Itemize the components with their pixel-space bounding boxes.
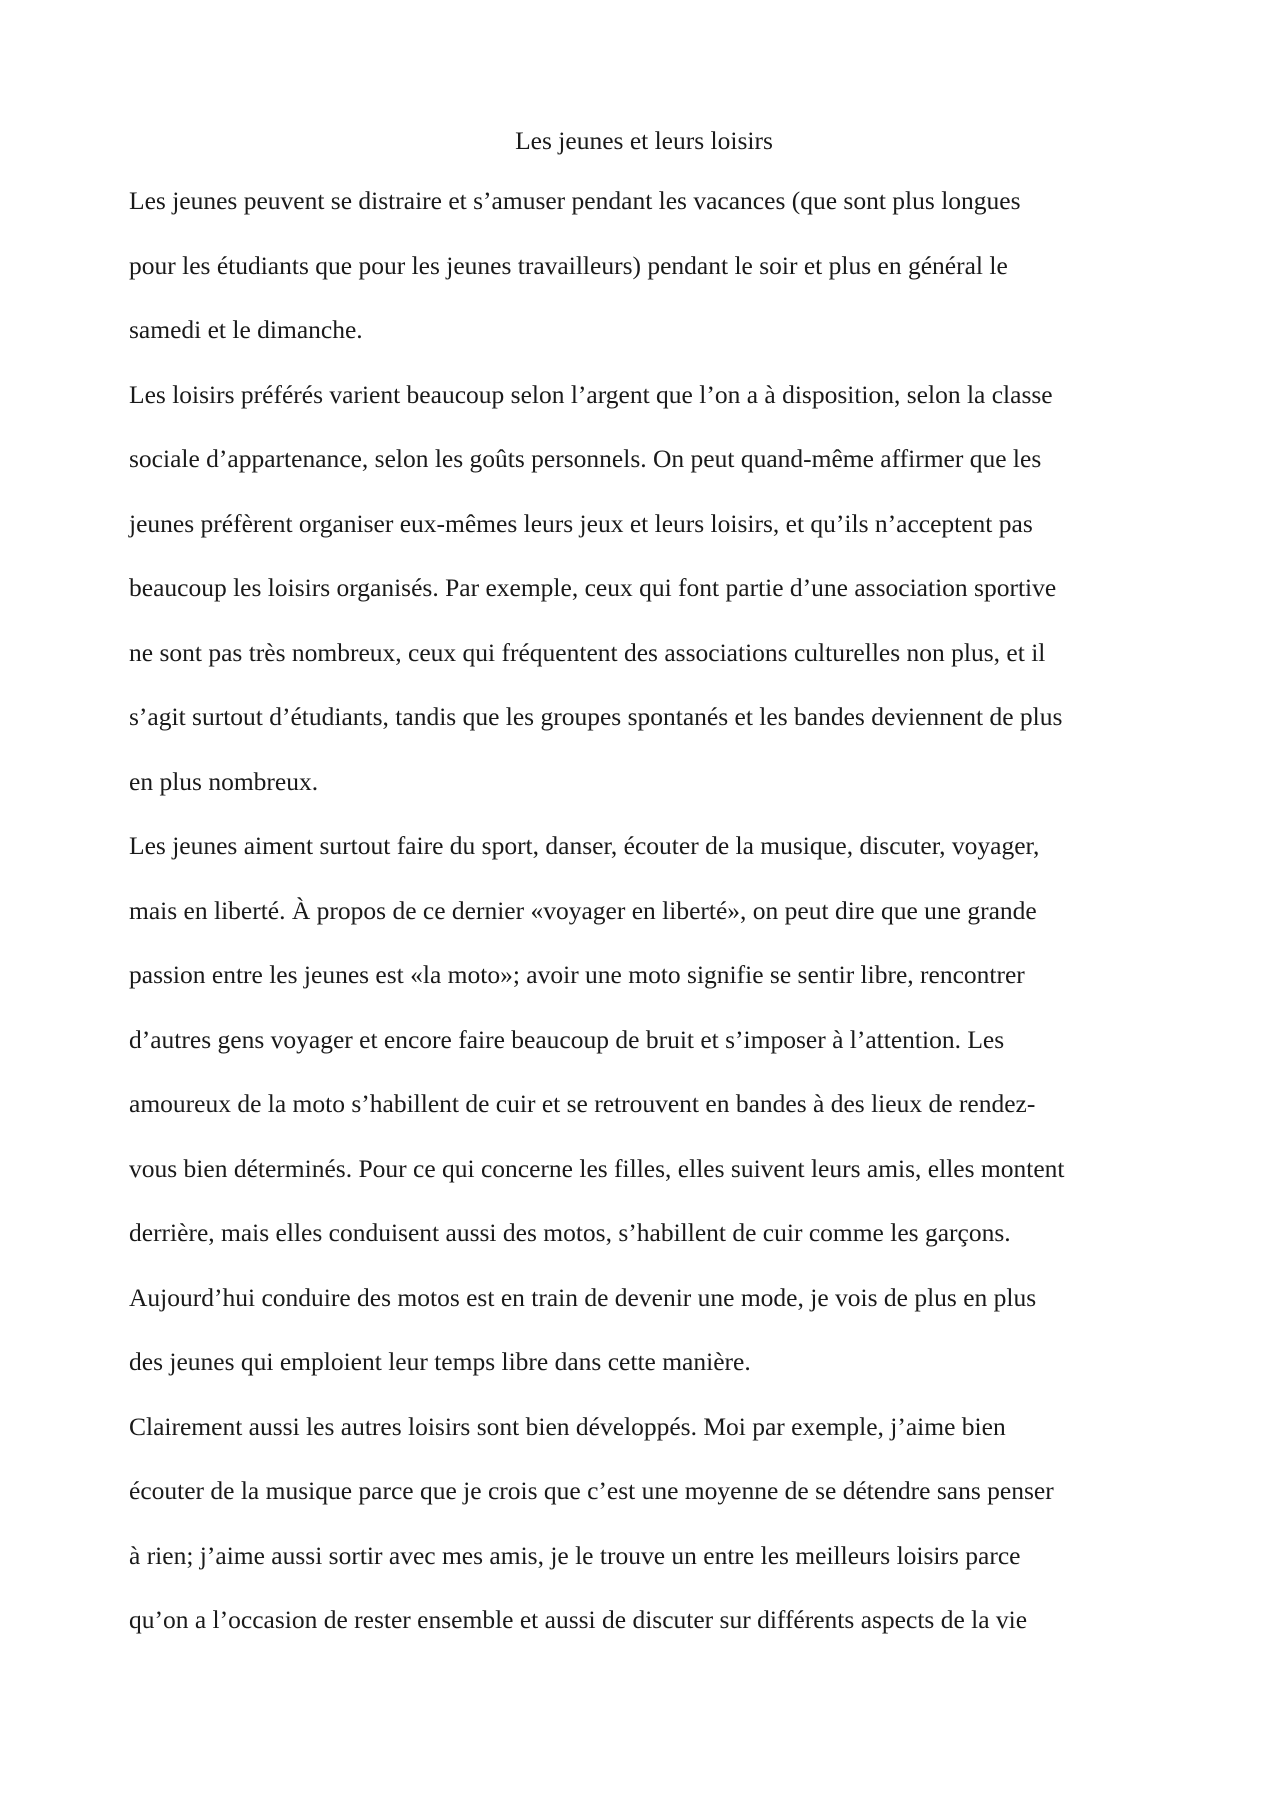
text-line: samedi et le dimanche. [129,315,363,344]
text-line: ne sont pas très nombreux, ceux qui fréquentent des associations culturelles non plus, et il [129,637,1046,667]
paragraph-2 [129,363,1159,815]
text-line: Aujourd’hui conduire des motos est en train de devenir une mode, je vois de plus en plus [129,1282,1037,1312]
text-line: passion entre les jeunes est «la moto»; avoir une moto signifie se sentir libre, rencontrer [129,960,1025,989]
text-line: à rien; j’aime aussi sortir avec mes amis, je le trouve un entre les meilleurs loisirs parce [129,1540,1021,1570]
text-line: des jeunes qui emploient leur temps libre dans cette manière. [129,1347,751,1376]
text-line: Les loisirs préférés varient beaucoup selon l’argent que l’on a à disposition, selon la classe [129,379,1053,409]
paragraph-1 [129,169,1159,363]
text-line: amoureux de la moto s’habillent de cuir et se retrouvent en bandes à des lieux de rendez- [129,1089,1036,1118]
text-line: mais en liberté. À propos de ce dernier «voyager en liberté», on peut dire que une grande [129,895,1037,925]
text-line: derrière, mais elles conduisent aussi des motos, s’habillent de cuir comme les garçons. [129,1218,1011,1247]
text-line: Clairement aussi les autres loisirs sont bien développés. Moi par exemple, j’aime bien [129,1411,1006,1441]
paragraph-4 [129,1395,1159,1653]
text-line: vous bien déterminés. Pour ce qui concerne les filles, elles suivent leurs amis, elles montent [129,1153,1065,1183]
text-line: Les jeunes peuvent se distraire et s’amuser pendant les vacances (que sont plus longues [129,186,1021,215]
text-line: en plus nombreux. [129,766,319,796]
paragraph-3 [129,814,1159,1395]
text-line: pour les étudiants que pour les jeunes travailleurs) pendant le soir et plus en général le [129,250,1008,280]
text-line: s’agit surtout d’étudiants, tandis que les groupes spontanés et les bandes deviennent de plus [129,702,1063,731]
text-line: d’autres gens voyager et encore faire beaucoup de bruit et s’imposer à l’attention. Les [129,1024,1005,1054]
text-line: écouter de la musique parce que je crois que c’est une moyenne de se détendre sans penser [129,1476,1054,1505]
document-body [129,118,1159,1653]
text-line: Les jeunes aiment surtout faire du sport, danser, écouter de la musique, discuter, voyager, [129,831,1040,860]
text-line: sociale d’appartenance, selon les goûts personnels. On peut quand-même affirmer que les [129,444,1042,473]
text-line: beaucoup les loisirs organisés. Par exemple, ceux qui font partie d’une association sportive [129,573,1057,602]
text-line: qu’on a l’occasion de rester ensemble et aussi de discuter sur différents aspects de la vie [129,1605,1028,1634]
document-title: Les jeunes et leurs loisirs [515,126,773,155]
text-line: jeunes préfèrent organiser eux-mêmes leurs jeux et leurs loisirs, et qu’ils n’acceptent pas [129,508,1033,538]
